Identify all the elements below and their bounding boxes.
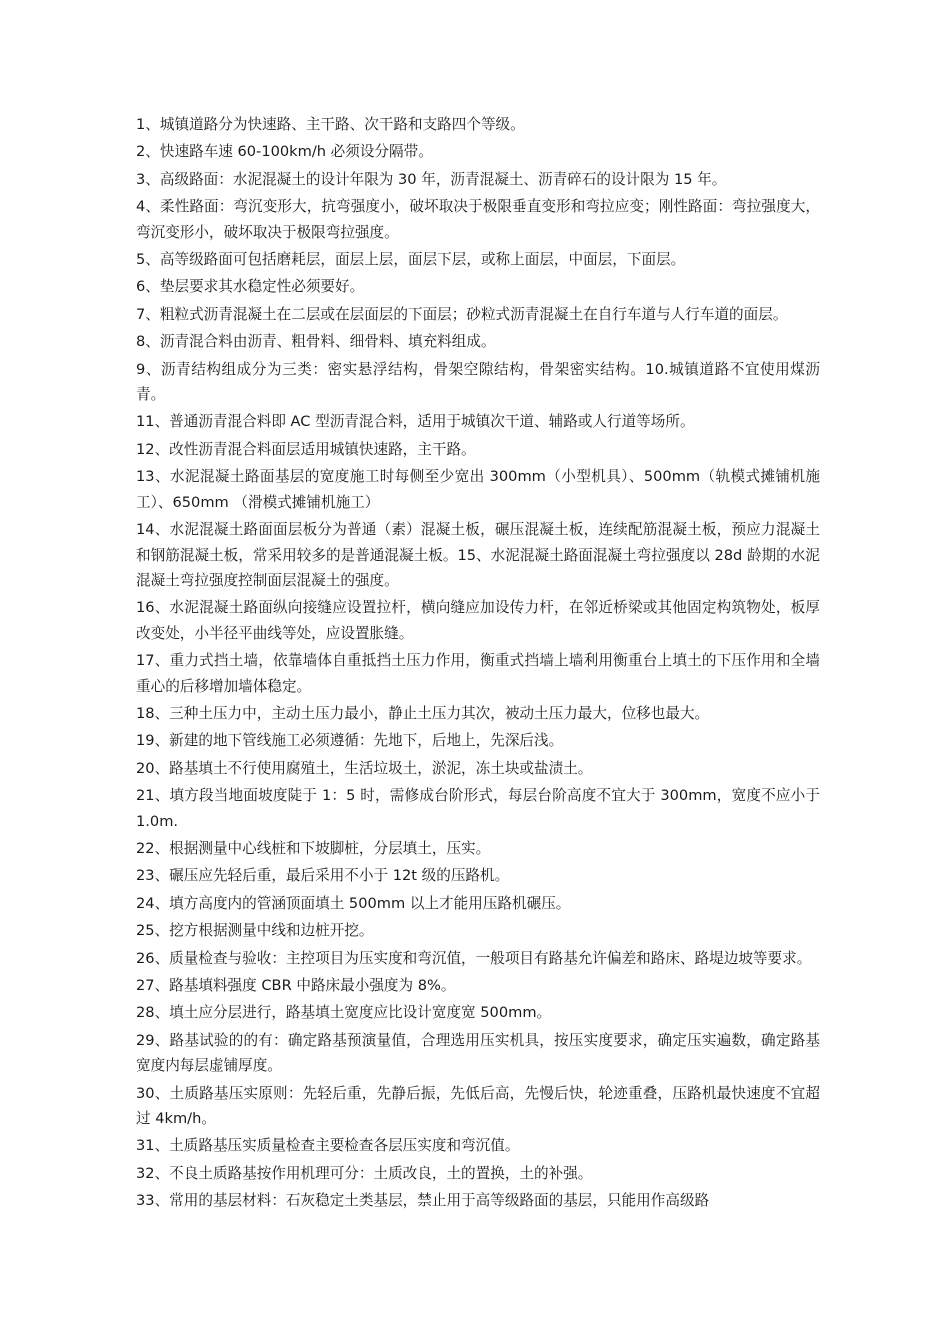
list-item: 33、常用的基层材料：石灰稳定土类基层，禁止用于高等级路面的基层，只能用作高级路	[136, 1192, 710, 1210]
list-item: 8、沥青混合料由沥青、粗骨料、细骨料、填充料组成。	[136, 333, 496, 351]
list-item: 13、水泥混凝土路面基层的宽度施工时每侧至少宽出 300mm（小型机具）、500mm（轨模式摊铺机施工）、650mm （滑模式摊铺机施工）	[136, 468, 820, 511]
list-item: 5、高等级路面可包括磨耗层，面层上层，面层下层，或称上面层，中面层，下面层。	[136, 251, 686, 269]
list-item: 26、质量检查与验收：主控项目为压实度和弯沉值，一般项目有路基允许偏差和路床、路堤边坡等要求。	[136, 949, 812, 967]
list-item: 2、快速路车速 60-100km/h 必须设分隔带。	[136, 143, 433, 161]
list-item: 17、重力式挡土墙，依靠墙体自重抵挡土压力作用，衡重式挡墙上墙利用衡重台上填土的下压作用和全墙重心的后移增加墙体稳定。	[136, 652, 820, 695]
list-item: 30、土质路基压实原则：先轻后重，先静后振，先低后高，先慢后快，轮迹重叠，压路机最快速度不宜超过 4km/h。	[136, 1084, 820, 1128]
list-item: 14、水泥混凝土路面面层板分为普通（素）混凝土板，碾压混凝土板，连续配筋混凝土板，预应力混凝土和钢筋混凝土板，常采用较多的是普通混凝土板。15、水泥混凝土路面混凝土弯拉强度以 28d 龄期的水泥混凝土弯拉强度控制面层混凝土的强度。	[136, 521, 820, 589]
list-item: 12、改性沥青混合料面层适用城镇快速路，主干路。	[136, 440, 476, 458]
list-item: 29、路基试验的的有：确定路基预演量值，合理选用压实机具，按压实度要求，确定压实遍数，确定路基宽度内每层虚铺厚度。	[136, 1031, 820, 1075]
list-item: 24、填方高度内的管涵顶面填土 500mm 以上才能用压路机碾压。	[136, 894, 571, 912]
list-item: 11、普通沥青混合料即 AC 型沥青混合料，适用于城镇次干道、辅路或人行道等场所。	[136, 413, 695, 431]
list-item: 18、三种土压力中，主动土压力最小，静止土压力其次，被动土压力最大，位移也最大。	[136, 704, 710, 722]
list-item: 4、柔性路面：弯沉变形大，抗弯强度小，破坏取决于极限垂直变形和弯拉应变；刚性路面：弯拉强度大，弯沉变形小，破坏取决于极限弯拉强度。	[136, 198, 820, 241]
list-item: 32、不良土质路基按作用机理可分：土质改良，土的置换，土的补强。	[136, 1164, 593, 1182]
list-item: 7、粗粒式沥青混凝土在二层或在层面层的下面层；砂粒式沥青混凝土在自行车道与人行车道的面层。	[136, 305, 788, 323]
list-item: 21、填方段当地面坡度陡于 1：5 时，需修成台阶形式，每层台阶高度不宜大于 300mm，宽度不应小于 1.0m.	[136, 787, 820, 830]
list-item: 9、沥青结构组成分为三类：密实悬浮结构，骨架空隙结构，骨架密实结构。10.城镇道路不宜使用煤沥青。	[136, 360, 820, 404]
list-item: 3、高级路面：水泥混凝土的设计年限为 30 年，沥青混凝土、沥青碎石的设计限为 15 年。	[136, 170, 727, 188]
list-item: 1、城镇道路分为快速路、主干路、次干路和支路四个等级。	[136, 116, 525, 133]
document-body	[136, 112, 820, 1214]
list-item: 16、水泥混凝土路面纵向接缝应设置拉杆，横向缝应加设传力杆，在邻近桥梁或其他固定构筑物处，板厚改变处，小半径平曲线等处，应设置胀缝。	[136, 599, 820, 642]
list-item: 25、挖方根据测量中线和边桩开挖。	[136, 922, 374, 940]
list-item: 20、路基填土不行使用腐殖土，生活垃圾土，淤泥，冻土块或盐渍土。	[136, 759, 593, 777]
list-item: 27、路基填料强度 CBR 中路床最小强度为 8%。	[136, 977, 456, 994]
list-item: 28、填土应分层进行，路基填土宽度应比设计宽度宽 500mm。	[136, 1004, 552, 1022]
list-item: 31、土质路基压实质量检查主要检查各层压实度和弯沉值。	[136, 1137, 520, 1155]
list-item: 23、碾压应先轻后重，最后采用不小于 12t 级的压路机。	[136, 867, 510, 885]
list-item: 19、新建的地下管线施工必须遵循：先地下，后地上，先深后浅。	[136, 732, 564, 750]
list-item: 22、根据测量中心线桩和下坡脚桩，分层填土，压实。	[136, 839, 491, 857]
list-item: 6、垫层要求其水稳定性必须要好。	[136, 278, 365, 296]
